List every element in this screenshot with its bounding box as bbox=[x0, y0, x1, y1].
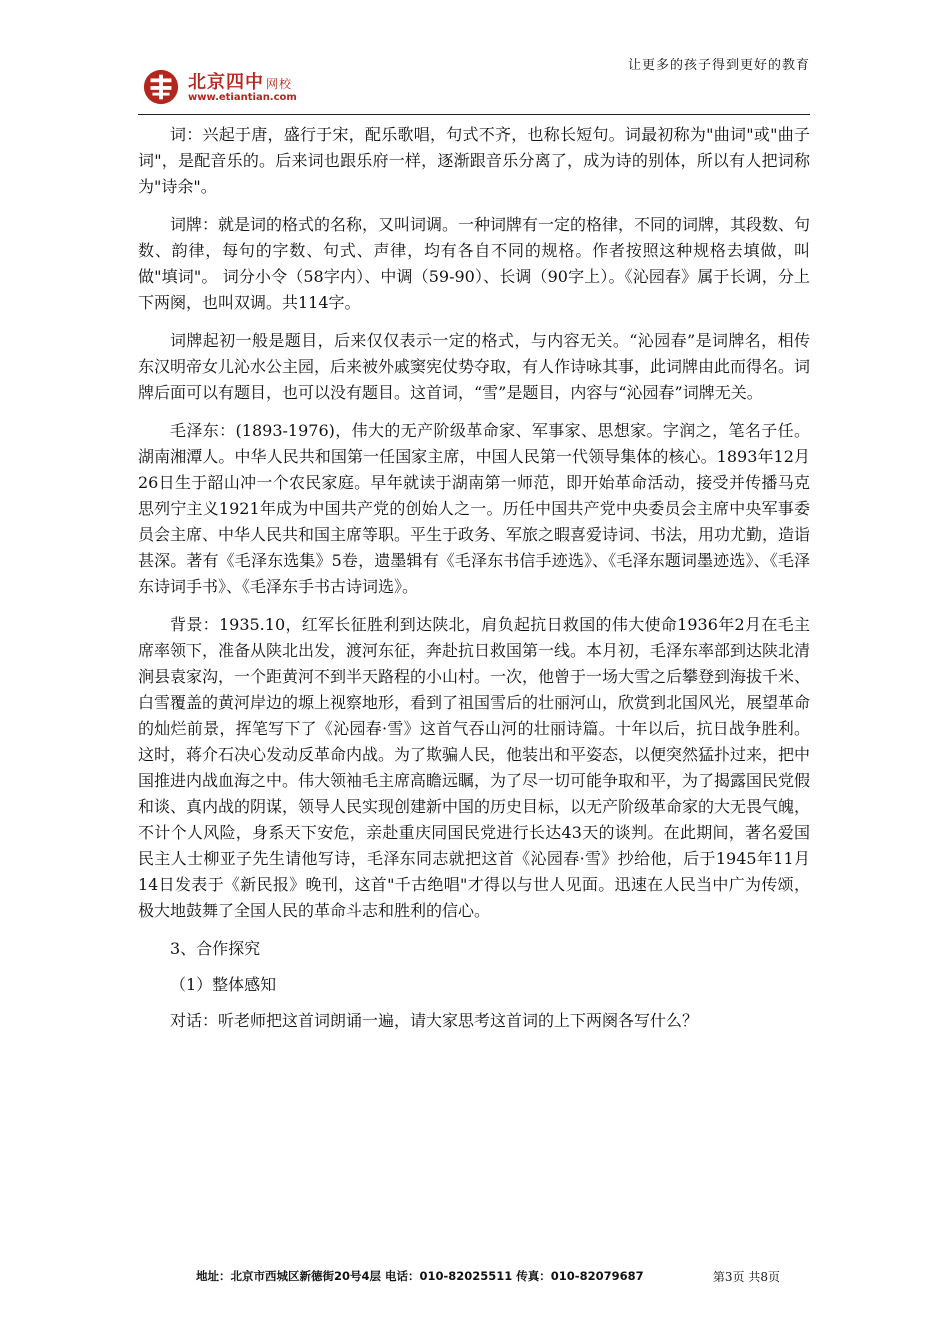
subsection-heading: （1）整体感知 bbox=[170, 975, 277, 994]
logo-url: www.etiantian.com bbox=[188, 92, 297, 103]
logo-emblem-icon bbox=[142, 68, 180, 106]
paragraph-ci: 词：兴起于唐，盛行于宋，配乐歌唱，句式不齐，也称长短句。词最初称为"曲词"或"曲子词"，是配音乐的。后来词也跟乐府一样，逐渐跟音乐分离了，成为诗的别体，所以有人把词称为"诗余"。 bbox=[138, 125, 810, 196]
paragraph-cipai: 词牌：就是词的格式的名称，又叫词调。一种词牌有一定的格律，不同的词牌，其段数、句数、韵律，每句的字数、句式、声律，均有各自不同的规格。作者按照这种规格去填做，叫做"填词"。 词分小令（58字内）、中调（59-90）、长调（90字上）。《沁园春》属于长调，分上下两阕，也叫双调。共114字。 bbox=[138, 215, 811, 312]
header-divider bbox=[138, 114, 810, 115]
paragraph-dialogue: 对话：听老师把这首词朗诵一遍，请大家思考这首词的上下两阕各写什么？ bbox=[170, 1011, 699, 1030]
page-header bbox=[138, 52, 810, 118]
school-logo[interactable] bbox=[138, 66, 328, 112]
page-number: 第3页 共8页 bbox=[712, 1270, 780, 1284]
footer-address: 地址：北京市西城区新德街20号4层 电话：010-82025511 传真：010-82079687 bbox=[196, 1269, 644, 1283]
document-body bbox=[138, 122, 810, 1046]
paragraph-author: 毛泽东：(1893-1976)，伟大的无产阶级革命家、军事家、思想家。字润之，笔名子任。湖南湘潭人。中华人民共和国第一任国家主席，中国人民第一代领导集体的核心。1893年12月26日生于韶山冲一个农民家庭。早年就读于湖南第一师范，即开始革命活动，接受并传播马克思列宁主义1921年成为中国共产党的创始人之一。历任中国共产党中央委员会主席中央军事委员会主席、中华人民共和国主席等职。平生于政务、军旅之暇喜爱诗词、书法，用功尤勤，造诣甚深。著有《毛泽东选集》5卷，遗墨辑有《毛泽东书信手迹选》、《毛泽东题词墨迹选》、《毛泽东诗词手书》、《毛泽东手书古诗词选》。 bbox=[138, 421, 811, 596]
logo-subtitle: 网校 bbox=[266, 77, 293, 91]
paragraph-cipai-origin: 词牌起初一般是题目，后来仅仅表示一定的格式，与内容无关。“沁园春”是词牌名，相传东汉明帝女儿沁水公主园，后来被外戚窦宪仗势夺取，有人作诗咏其事，此词牌由此而得名。词牌后面可以有题目，也可以没有题目。这首词，“雪”是题目，内容与“沁园春”词牌无关。 bbox=[138, 331, 811, 402]
page-footer bbox=[138, 1268, 810, 1288]
section-heading: 3、合作探究 bbox=[170, 939, 261, 958]
header-slogan: 让更多的孩子得到更好的教育 bbox=[627, 58, 810, 73]
paragraph-background: 背景：1935.10，红军长征胜利到达陕北，肩负起抗日救国的伟大使命1936年2月在毛主席率领下，准备从陕北出发，渡河东征，奔赴抗日救国第一线。本月初，毛泽东率部到达陕北清涧县袁家沟，一个距黄河不到半天路程的小山村。一次，他曾于一场大雪之后攀登到海拔千米、白雪覆盖的黄河岸边的塬上视察地形，看到了祖国雪后的壮丽河山，欣赏到北国风光，展望革命的灿烂前景，挥笔写下了《沁园春·雪》这首气吞山河的壮丽诗篇。十年以后，抗日战争胜利。这时，蒋介石决心发动反革命内战。为了欺骗人民，他装出和平姿态，以便突然猛扑过来，把中国推进内战血海之中。伟大领袖毛主席高瞻远瞩，为了尽一切可能争取和平，为了揭露国民党假和谈、真内战的阴谋，领导人民实现创建新中国的历史目标，以无产阶级革命家的大无畏气魄，不计个人风险，身系天下安危，亲赴重庆同国民党进行长达43天的谈判。在此期间，著名爱国民主人士柳亚子先生请他写诗，毛泽东同志就把这首《沁园春·雪》抄给他，后于1945年11月14日发表于《新民报》晚刊，这首"千古绝唱"才得以与世人见面。迅速在人民当中广为传颂，极大地鼓舞了全国人民的革命斗志和胜利的信心。 bbox=[138, 615, 811, 920]
logo-name: 北京四中 网校 bbox=[188, 72, 293, 93]
